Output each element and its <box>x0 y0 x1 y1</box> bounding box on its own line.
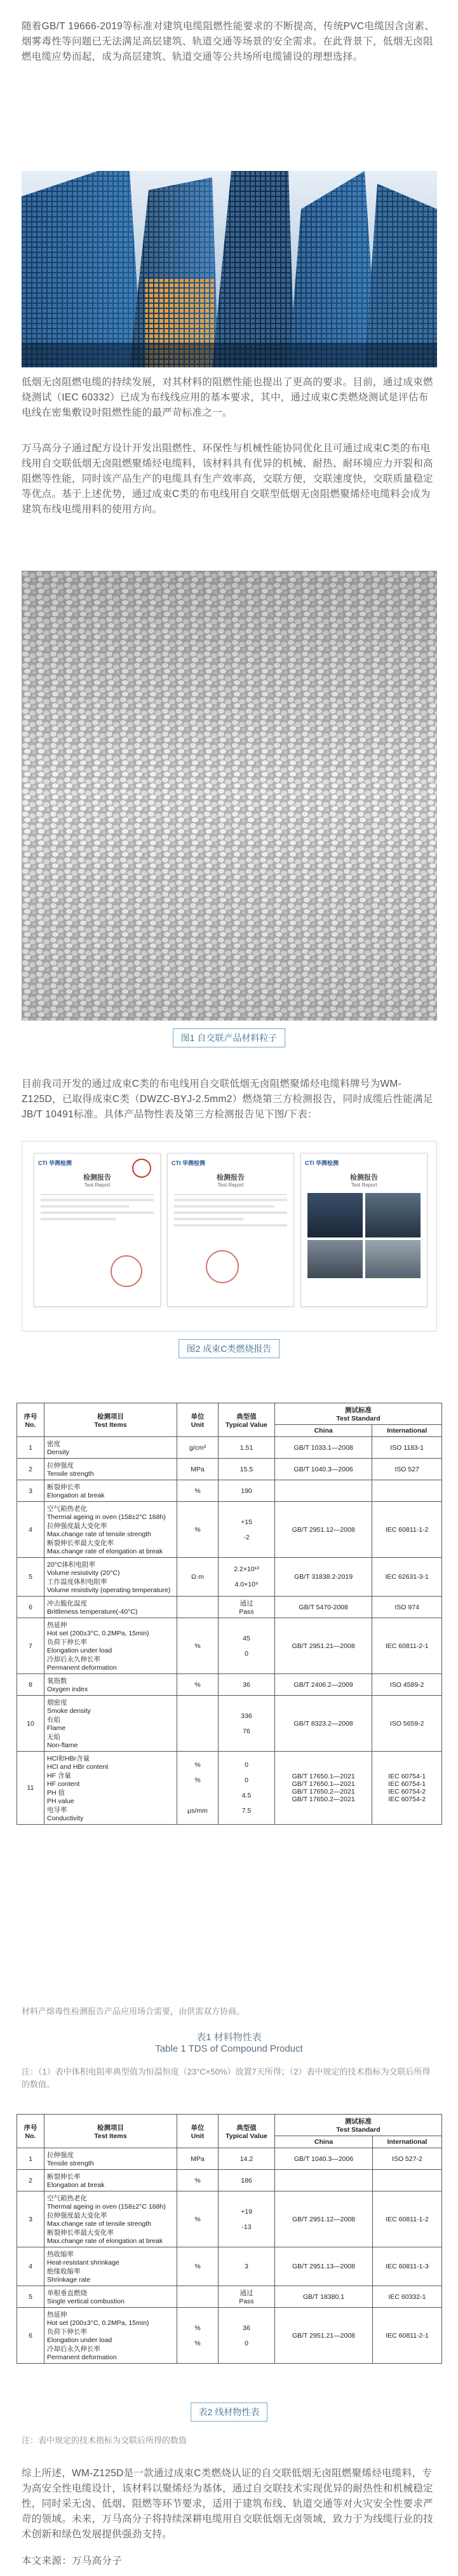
cell-typical: 通过 Pass <box>219 1597 275 1618</box>
cell-unit <box>177 1696 219 1752</box>
table-1-footnote: 注：（1）表中体积电阻率典型值为恒温恒度（23°C×50%）放置7天所得；（2）表中规定的技术指标为交联后所得的数值。 <box>22 2067 431 2089</box>
cell-international: IEC 60332-1 <box>372 2286 441 2308</box>
table-1-caption-en: Table 1 TDS of Compound Product <box>155 2043 303 2054</box>
table-row <box>17 2286 442 2308</box>
cell-international: IEC 60811-1-3 <box>372 2247 441 2286</box>
table-row <box>17 1502 442 1558</box>
cell-china: GB/T 1040.3—2006 <box>275 1459 372 1480</box>
col-china: China <box>275 2136 373 2148</box>
test-photo <box>365 1193 421 1237</box>
table-row <box>17 1674 442 1696</box>
col-standard: 测试标准 Test Standard <box>275 2115 442 2136</box>
cell-item: 热延伸 Hot set (200±3°C, 0.2MPa, 15min) 负荷下伸长率 Elongation under load 冷却后永久伸长率 Permanent deformation <box>44 2308 177 2364</box>
table-2-footnote: 注：表中规定的技术指标为交联后所得的数值 <box>22 2436 187 2445</box>
cell-international: IEC 60811-2-1 <box>372 1618 442 1674</box>
paragraph-2: 低烟无卤阻燃电缆的持续发展，对其材料的阻燃性能也提出了更高的要求。目前，通过成束燃烧测试（IEC 60332）已成为布线线应用的基本要求，其中，通过成束C类燃烧测试是评估布电线在密集敷设时阻燃性能的最严苛标准之一。 <box>22 377 433 418</box>
cell-international: ISO 974 <box>372 1597 442 1618</box>
cell-item: 氧指数 Oxygen index <box>44 1674 177 1696</box>
cell-unit: % <box>177 2247 219 2286</box>
cell-item: HCl和HBr含量 HCl and HBr content HF 含量 HF content PH 值 PH value 电导率 Conductivity <box>44 1752 177 1825</box>
cell-typical: 14.2 <box>219 2148 275 2170</box>
cell-no: 3 <box>17 2191 44 2247</box>
table-2-caption: 表2 线材物性表 <box>191 2402 268 2422</box>
author-source: 本文来源：万马高分子 <box>22 2556 123 2566</box>
col-no: 序号 No. <box>17 1403 44 1437</box>
cell-china: GB/T 2951.21—2008 <box>275 2308 373 2364</box>
test-photo <box>365 1240 421 1278</box>
cell-typical: 36 <box>219 1674 275 1696</box>
cell-item: 烟密度 Smoke density 有焰 Flame 无焰 Non-flame <box>44 1696 177 1752</box>
cell-no: 4 <box>17 1502 44 1558</box>
cell-china: GB/T 18380.1 <box>275 2286 373 2308</box>
cell-item: 拉伸强度 Tensile strength <box>44 1459 177 1480</box>
table-note: 材料产熔毒性检测报告产品应用场合需要，由供需双方协商。 <box>22 2007 245 2016</box>
cell-typical: 通过 Pass <box>219 2286 275 2308</box>
report-logo: CTI 华测检测 <box>172 1160 205 1166</box>
cell-typical: 186 <box>219 2170 275 2191</box>
report-figure <box>22 1141 437 1332</box>
cell-unit: g/cm³ <box>177 1437 219 1459</box>
report-subtitle: Test Report <box>84 1182 111 1188</box>
cell-no: 7 <box>17 1618 44 1674</box>
cell-typical: 190 <box>219 1480 275 1502</box>
cell-typical: +15 -2 <box>219 1502 275 1558</box>
cell-typical: 1.51 <box>219 1437 275 1459</box>
table-row <box>17 2148 442 2170</box>
col-item: 检测项目 Test Items <box>44 1403 177 1437</box>
cell-unit: MPa <box>177 1459 219 1480</box>
col-international: International <box>372 2136 441 2148</box>
cell-item: 断裂伸长率 Elongation at break <box>44 2170 177 2191</box>
cell-no: 11 <box>17 1752 44 1825</box>
table-row <box>17 2247 442 2286</box>
report-title: 检测报告 <box>83 1174 111 1182</box>
cell-item: 热收缩率 Heat-resistant shrinkage 绝缘收缩率 Shrinkage rate <box>44 2247 177 2286</box>
table-row <box>17 1480 442 1502</box>
table-2-container <box>17 2114 442 2364</box>
cell-typical: 45 0 <box>219 1618 275 1674</box>
table-row <box>17 2308 442 2364</box>
cell-item: 密度 Density <box>44 1437 177 1459</box>
report-subtitle: Test Report <box>217 1182 244 1188</box>
cell-item: 20°C体积电阻率 Volume resistivity (20°C) 工作温度体积电阻率 Volume resistivity (operating temperature) <box>44 1558 177 1597</box>
cell-typical: 15.5 <box>219 1459 275 1480</box>
cell-typical: 3 <box>219 2247 275 2286</box>
cell-typical: 336 76 <box>219 1696 275 1752</box>
cell-no: 3 <box>17 1480 44 1502</box>
cell-china: GB/T 2951.12—2008 <box>275 1502 372 1558</box>
cell-no: 1 <box>17 2148 44 2170</box>
cell-international <box>372 1480 442 1502</box>
cell-unit: MPa <box>177 2148 219 2170</box>
cell-no: 10 <box>17 1696 44 1752</box>
cell-item: 拉伸强度 Tensile strength <box>44 2148 177 2170</box>
col-unit: 单位 Unit <box>177 2115 219 2148</box>
figure-2-caption: 图2 成束C类燃烧报告 <box>178 1339 280 1358</box>
cell-international: IEC 60811-2-1 <box>372 2308 441 2364</box>
cell-item: 冲击脆化温度 Brittleness temperature(-40°C) <box>44 1597 177 1618</box>
report-logo: CTI 华测检测 <box>38 1160 72 1166</box>
cell-unit: Ω·m <box>177 1558 219 1597</box>
cell-china: GB/T 8323.2—2008 <box>275 1696 372 1752</box>
seal-icon <box>132 1159 151 1178</box>
granule-texture <box>22 571 437 1021</box>
cell-international: ISO 527-2 <box>372 2148 441 2170</box>
table-row <box>17 1459 442 1480</box>
cell-item: 单根垂直燃烧 Single vertical combustion <box>44 2286 177 2308</box>
cell-unit: % <box>177 1674 219 1696</box>
col-item: 检测项目 Test Items <box>44 2115 177 2148</box>
cell-international: IEC 60811-1-2 <box>372 1502 442 1558</box>
cell-unit: % <box>177 1618 219 1674</box>
table-row <box>17 2170 442 2191</box>
cell-china: GB/T 1033.1—2008 <box>275 1437 372 1459</box>
cell-no: 5 <box>17 1558 44 1597</box>
cell-typical: 2.2×10¹³ 4.0×10⁹ <box>219 1558 275 1597</box>
col-standard: 测试标准 Test Standard <box>275 1403 442 1425</box>
cell-no: 6 <box>17 2308 44 2364</box>
stamp-icon <box>206 1250 239 1283</box>
cell-unit: % % <box>177 2308 219 2364</box>
cell-unit <box>177 1597 219 1618</box>
cell-international: ISO 527 <box>372 1459 442 1480</box>
cell-typical: +19 -13 <box>219 2191 275 2247</box>
col-unit: 单位 Unit <box>177 1403 219 1437</box>
report-title: 检测报告 <box>217 1174 245 1182</box>
cell-china <box>275 2170 373 2191</box>
table-row <box>17 1696 442 1752</box>
cell-no: 5 <box>17 2286 44 2308</box>
paragraph-3: 万马高分子通过配方设计开发出阻燃性、环保性与机械性能协同优化且可通过成束C类的布电线用自交联低烟无卤阻燃聚烯烃电缆料，该材料具有优异的机械、耐热、耐环境应力开裂和高阻燃等性能，同时该产品生产的电缆具有生产效率高，交联方便，交联速度快，交联质量稳定等优点。基于上述优势，通过成束C类的布电线用自交联型低烟无卤阻燃聚烯烃电缆料会成为建筑布线电缆用料的使用方向。 <box>22 443 433 515</box>
stamp-icon <box>111 1255 142 1287</box>
report-page-1 <box>34 1153 161 1307</box>
cable-properties-table <box>17 2114 442 2364</box>
table-1-caption-cn: 表1 材料物性表 <box>196 2032 262 2043</box>
cell-international <box>372 2170 441 2191</box>
cell-international: ISO 1183-1 <box>372 1437 442 1459</box>
figure-1-caption: 图1 自交联产品材料粒子 <box>173 1028 286 1047</box>
report-page-2 <box>167 1153 294 1307</box>
col-international: International <box>372 1425 442 1437</box>
table-row <box>17 1597 442 1618</box>
cell-no: 6 <box>17 1597 44 1618</box>
col-no: 序号 No. <box>17 2115 44 2148</box>
cell-item: 断裂伸长率 Elongation at break <box>44 1480 177 1502</box>
test-photo <box>307 1240 363 1278</box>
skyscraper-photo <box>22 171 437 367</box>
report-logo: CTI 华测检测 <box>305 1160 339 1166</box>
cell-item: 空气箱热老化 Thermal ageing in oven (158±2°C 168h) 拉伸强度最大变化率 Max.change rate of tensile strength 断裂伸长率最大变化率 Max.change rate of elongation at break <box>44 2191 177 2247</box>
cell-unit: % <box>177 2170 219 2191</box>
cell-international: IEC 60811-1-2 <box>372 2191 441 2247</box>
granule-photo <box>22 571 437 1021</box>
cell-no: 2 <box>17 2170 44 2191</box>
conclusion-paragraph: 综上所述，WM-Z125D是一款通过成束C类燃烧认证的自交联低烟无卤阻燃聚烯烃电缆料，专为高安全性电缆设计，该材料以聚烯烃为基体，通过自交联技术实现优异的耐热性和机械稳定性，同时采无卤、低烟、阻燃等环节要求，适用于建筑布线、轨道交通等对火灾安全性要求严苛的领域。未来，万马高分子将持续深耕电缆用自交联低烟无卤领域，致力于为线缆行业的技术创新和绿色发展提供强劲支持。 <box>22 2468 433 2540</box>
cell-unit: % <box>177 2191 219 2247</box>
cell-unit: % % μs/mm <box>177 1752 219 1825</box>
cell-item: 热延伸 Hot set (200±3°C, 0.2MPa, 15min) 负荷下伸长率 Elongation under load 冷却后永久伸长率 Permanent deformation <box>44 1618 177 1674</box>
table-row <box>17 1437 442 1459</box>
report-subtitle: Test Report <box>351 1182 377 1188</box>
cell-international: IEC 60754-1 IEC 60754-1 IEC 60754-2 IEC 60754-2 <box>372 1752 442 1825</box>
cell-no: 1 <box>17 1437 44 1459</box>
table-row <box>17 1618 442 1674</box>
table-1-container <box>17 1403 442 1825</box>
col-china: China <box>275 1425 372 1437</box>
cell-international: ISO 4589-2 <box>372 1674 442 1696</box>
cell-international: IEC 62631-3-1 <box>372 1558 442 1597</box>
test-photo <box>307 1193 363 1237</box>
cell-unit: % <box>177 1480 219 1502</box>
cell-china: GB/T 2406.2—2009 <box>275 1674 372 1696</box>
cell-china <box>275 1480 372 1502</box>
cell-china: GB/T 31838.2-2019 <box>275 1558 372 1597</box>
cell-unit <box>177 2286 219 2308</box>
cell-international: ISO 5659-2 <box>372 1696 442 1752</box>
report-page-3 <box>300 1153 428 1307</box>
col-typical: 典型值 Typical Value <box>219 2115 275 2148</box>
cell-china: GB/T 2951.13—2008 <box>275 2247 373 2286</box>
skyscraper-illustration <box>22 171 437 367</box>
cell-china: GB/T 17650.1—2021 GB/T 17650.1—2021 GB/T 17650.2—2021 GB/T 17650.2—2021 <box>275 1752 372 1825</box>
table-row <box>17 1752 442 1825</box>
paragraph-4: 目前我司开发的通过成束C类的布电线用自交联低烟无卤阻燃聚烯烃电缆料牌号为WM-Z125D，已取得成束C类（DWZC-BYJ-2.5mm2）燃烧第三方检测报告，同时成缆后性能满足JB/T 10491标准。具体产品物性表及第三方检测报告见下图/下表： <box>22 1079 433 1120</box>
cell-china: GB/T 1040.3—2006 <box>275 2148 373 2170</box>
cell-item: 空气箱热老化 Thermal ageing in oven (158±2°C 168h) 拉伸强度最大变化率 Max.change rate of tensile strength 断裂伸长率最大变化率 Max.change rate of elongation at break <box>44 1502 177 1558</box>
material-properties-table <box>17 1403 442 1825</box>
cell-no: 8 <box>17 1674 44 1696</box>
table-row <box>17 2191 442 2247</box>
cell-china: GB/T 2951.21—2008 <box>275 1618 372 1674</box>
col-typical: 典型值 Typical Value <box>219 1403 275 1437</box>
cell-china: GB/T 5470-2008 <box>275 1597 372 1618</box>
cell-no: 4 <box>17 2247 44 2286</box>
cell-typical: 36 0 <box>219 2308 275 2364</box>
intro-paragraph: 随着GB/T 19666-2019等标准对建筑电缆阻燃性能要求的不断提高，传统PVC电缆因含卤素、烟雾毒性等问题已无法满足高层建筑、轨道交通等场景的安全需求。在此背景下，低烟无卤阻燃电缆应势而起，成为高层建筑、轨道交通等公共场所电缆铺设的理想选择。 <box>22 21 435 62</box>
cell-typical: 0 0 4.5 7.5 <box>219 1752 275 1825</box>
report-title: 检测报告 <box>350 1174 378 1182</box>
table-row <box>17 1558 442 1597</box>
cell-no: 2 <box>17 1459 44 1480</box>
cell-china: GB/T 2951.12—2008 <box>275 2191 373 2247</box>
cell-unit: % <box>177 1502 219 1558</box>
